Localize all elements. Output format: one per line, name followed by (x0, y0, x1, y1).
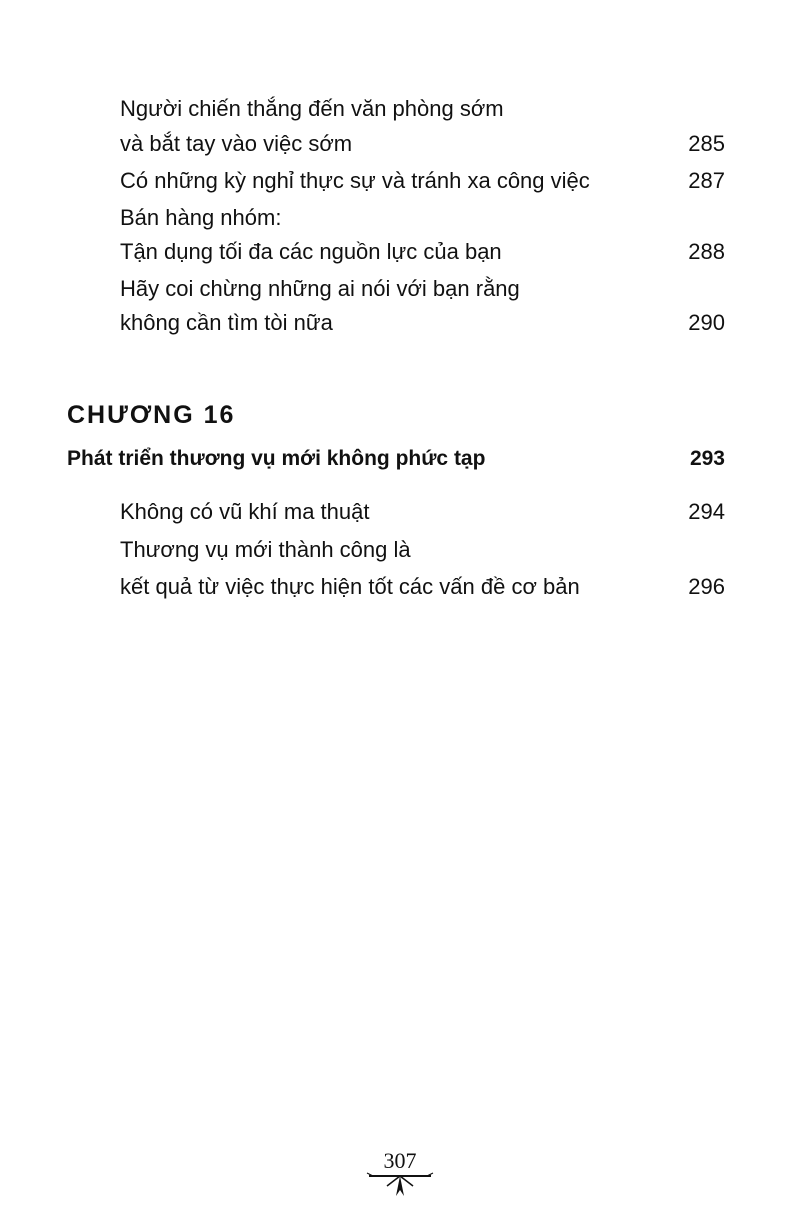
toc-entry-line: kết quả từ việc thực hiện tốt các vấn đề cơ bản (120, 574, 580, 599)
chapter-label: CHƯƠNG 16 (67, 401, 236, 429)
toc-entry-line: không cần tìm tòi nữa (120, 310, 333, 335)
toc-entry-line: Người chiến thắng đến văn phòng sớm (120, 96, 504, 121)
toc-entry-page: 285 (688, 131, 725, 156)
toc-entry-line: Bán hàng nhóm: (120, 205, 282, 230)
toc-entry-line: Có những kỳ nghỉ thực sự và tránh xa công việc (120, 168, 590, 193)
toc-entry-line: Thương vụ mới thành công là (120, 537, 411, 562)
toc-entry-page: 288 (688, 239, 725, 264)
toc-entry-line: Tận dụng tối đa các nguồn lực của bạn (120, 239, 502, 264)
toc-entry-page: 287 (688, 168, 725, 193)
chapter-page: 293 (689, 447, 725, 470)
page-number: 307 (383, 1148, 417, 1173)
compass-ornament-icon (365, 1170, 435, 1198)
chapter-title: Phát triển thương vụ mới không phức tạp (67, 447, 486, 470)
toc-entry-page: 290 (688, 310, 725, 335)
toc-entry-line: và bắt tay vào việc sớm (120, 131, 353, 156)
toc-entry-page: 296 (688, 574, 725, 599)
toc-entry-page: 294 (688, 499, 725, 524)
toc-entry-line: Không có vũ khí ma thuật (120, 499, 370, 524)
toc-entry-line: Hãy coi chừng những ai nói với bạn rằng (120, 276, 520, 301)
